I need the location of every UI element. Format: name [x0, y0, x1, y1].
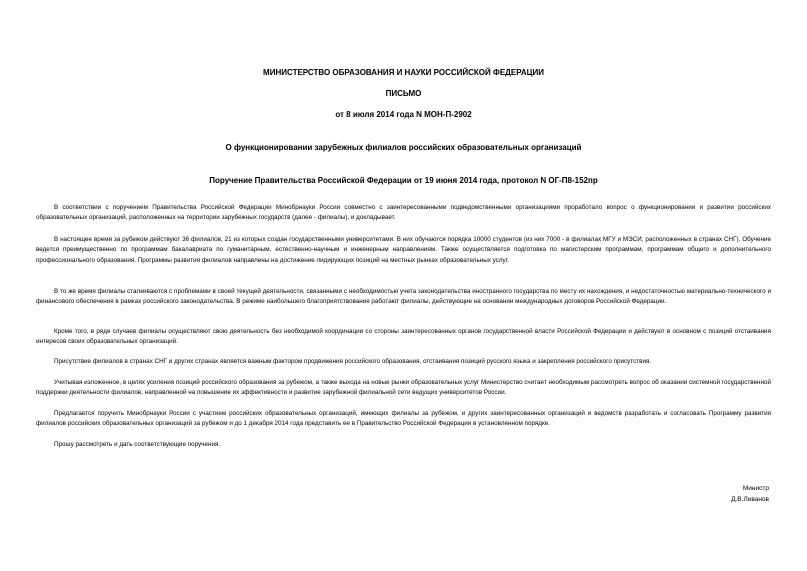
document-type: ПИСЬМО	[385, 89, 422, 98]
document-subject: О функционировании зарубежных филиалов российских образовательных организаций	[225, 143, 582, 152]
paragraph-5: Присутствие филиалов в странах СНГ и других странах является важным фактором продвижения российского образования, отстаивания позиций русского языка и закрепления российского присутствия.	[54, 358, 652, 365]
signature-name: Д.В.Ливанов	[731, 496, 769, 503]
paragraph-4: Кроме того, в ряде случаев филиалы осуществляют свою деятельность без необходимой координации со стороны заинтересованных органов государственной власти Российской Федерации и действуют в основном с позиций отстаивания интересов своих образовательных организаций.	[36, 328, 771, 346]
paragraph-8: Прошу рассмотреть и дать соответствующие поручения.	[54, 441, 221, 448]
paragraph-2: В настоящее время за рубежом действуют 36 филиалов, 21 из которых создан государственными университетами. В них обучаются порядка 10000 студентов (из них 7000 - в филиалах МГУ и МЭСИ, расположенных в странах СНГ). Обучение ведется преимущественно по программам бакалавриата по гуманитарным, естественно-научным и инженерным направлениям. Также осуществляется подготовка по магистерским программам, программам общего и дополнительного профессионального образования. Программы развития филиалов направлены на достижение лидирующих позиций на местных рынках образовательных услуг.	[36, 236, 771, 264]
government-instruction: Поручение Правительства Российской Федерации от 19 июня 2014 года, протокол N ОГ-П8-152пр	[209, 176, 598, 185]
paragraph-1: В соответствии с поручением Правительства Российской Федерации Минобрнауки России совместно с заинтересованными подведомственными организациями проработало вопрос о функционировании и развитии российских образовательных организаций, расположенных на территории зарубежных государств (далее - филиалы), и докладывает.	[36, 204, 771, 222]
document-date-number: от 8 июля 2014 года N МОН-П-2902	[335, 110, 472, 119]
ministry-heading: МИНИСТЕРСТВО ОБРАЗОВАНИЯ И НАУКИ РОССИЙСКОЙ ФЕДЕРАЦИИ	[263, 68, 544, 77]
paragraph-7: Предлагается поручить Минобрнауки России с участием российских образовательных организаций, имеющих филиалы за рубежом, и других заинтересованных организаций и ведомств разработать и согласовать Программу развития филиалов российских образовательных организаций за рубежом и до 1 декабря 2014 года представить ее в Правительство Российской Федерации в установленном порядке.	[36, 410, 771, 428]
paragraph-6: Учитывая изложенное, в целях усиления позиций российского образования за рубежом, а также выхода на новые рынки образовательных услуг Министерство считает необходимым рассмотреть вопрос об оказании системной государственной поддержки деятельности филиалов, направленной на повышение их эффективности и развитие зарубежной филиальной сети ведущих университетов России.	[36, 379, 771, 397]
paragraph-3: В то же время филиалы сталкиваются с проблемами в своей текущей деятельности, связанными с необходимостью учета законодательства иностранного государства по месту их нахождения, и недостаточностью материально-технического и финансового обеспечения в рамках российского законодательства. В режиме наибольшего благоприятствования работают филиалы, действующие на основании международных договоров Российской Федерации.	[36, 288, 771, 306]
signature-position: Министр	[742, 485, 769, 492]
